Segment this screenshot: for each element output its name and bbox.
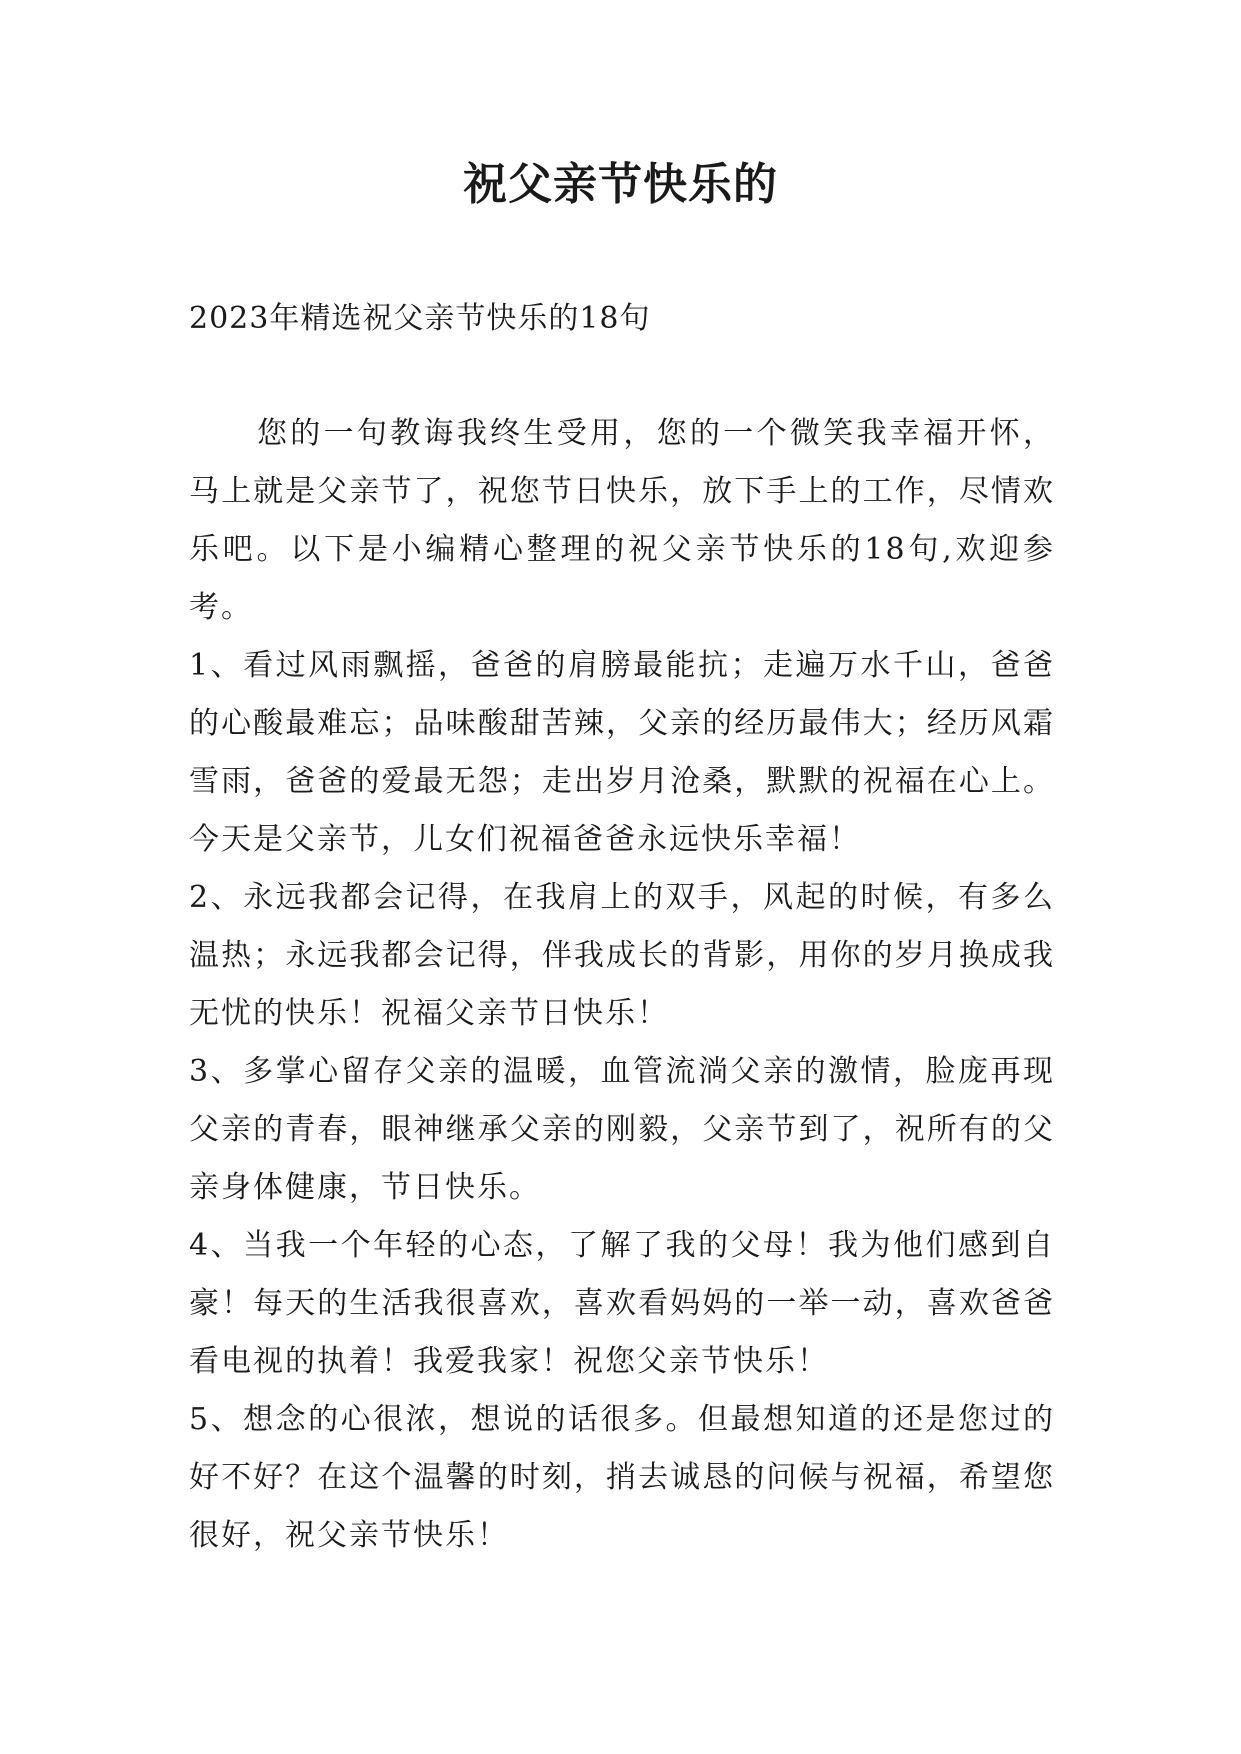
document-body [189, 405, 1055, 1565]
document-subtitle: 2023年精选祝父亲节快乐的18句 [189, 301, 651, 336]
list-item: 5、想念的心很浓，想说的话很多。但最想知道的还是您过的好不好？在这个温馨的时刻，捎去诚恳的问候与祝福，希望您很好，祝父亲节快乐！ [189, 1402, 1055, 1553]
list-item: 2、永远我都会记得，在我肩上的双手，风起的时候，有多么温热；永远我都会记得，伴我成长的背影，用你的岁月换成我无忧的快乐！祝福父亲节日快乐！ [189, 880, 1055, 1031]
document-title: 祝父亲节快乐的 [463, 159, 778, 210]
list-item: 3、多掌心留存父亲的温暖，血管流淌父亲的激情，脸庞再现父亲的青春，眼神继承父亲的刚毅，父亲节到了，祝所有的父亲身体健康，节日快乐。 [189, 1054, 1055, 1205]
intro-paragraph: 您的一句教诲我终生受用，您的一个微笑我幸福开怀，马上就是父亲节了，祝您节日快乐，放下手上的工作，尽情欢乐吧。以下是小编精心整理的祝父亲节快乐的18句,欢迎参考。 [189, 416, 1055, 625]
list-item: 4、当我一个年轻的心态，了解了我的父母！我为他们感到自豪！每天的生活我很喜欢，喜欢看妈妈的一举一动，喜欢爸爸看电视的执着！我爱我家！祝您父亲节快乐！ [189, 1228, 1055, 1379]
list-item: 1、看过风雨飘摇，爸爸的肩膀最能抗；走遍万水千山，爸爸的心酸最难忘；品味酸甜苦辣，父亲的经历最伟大；经历风霜雪雨，爸爸的爱最无怨；走出岁月沧桑，默默的祝福在心上。今天是父亲节，儿女们祝福爸爸永远快乐幸福！ [189, 648, 1055, 857]
